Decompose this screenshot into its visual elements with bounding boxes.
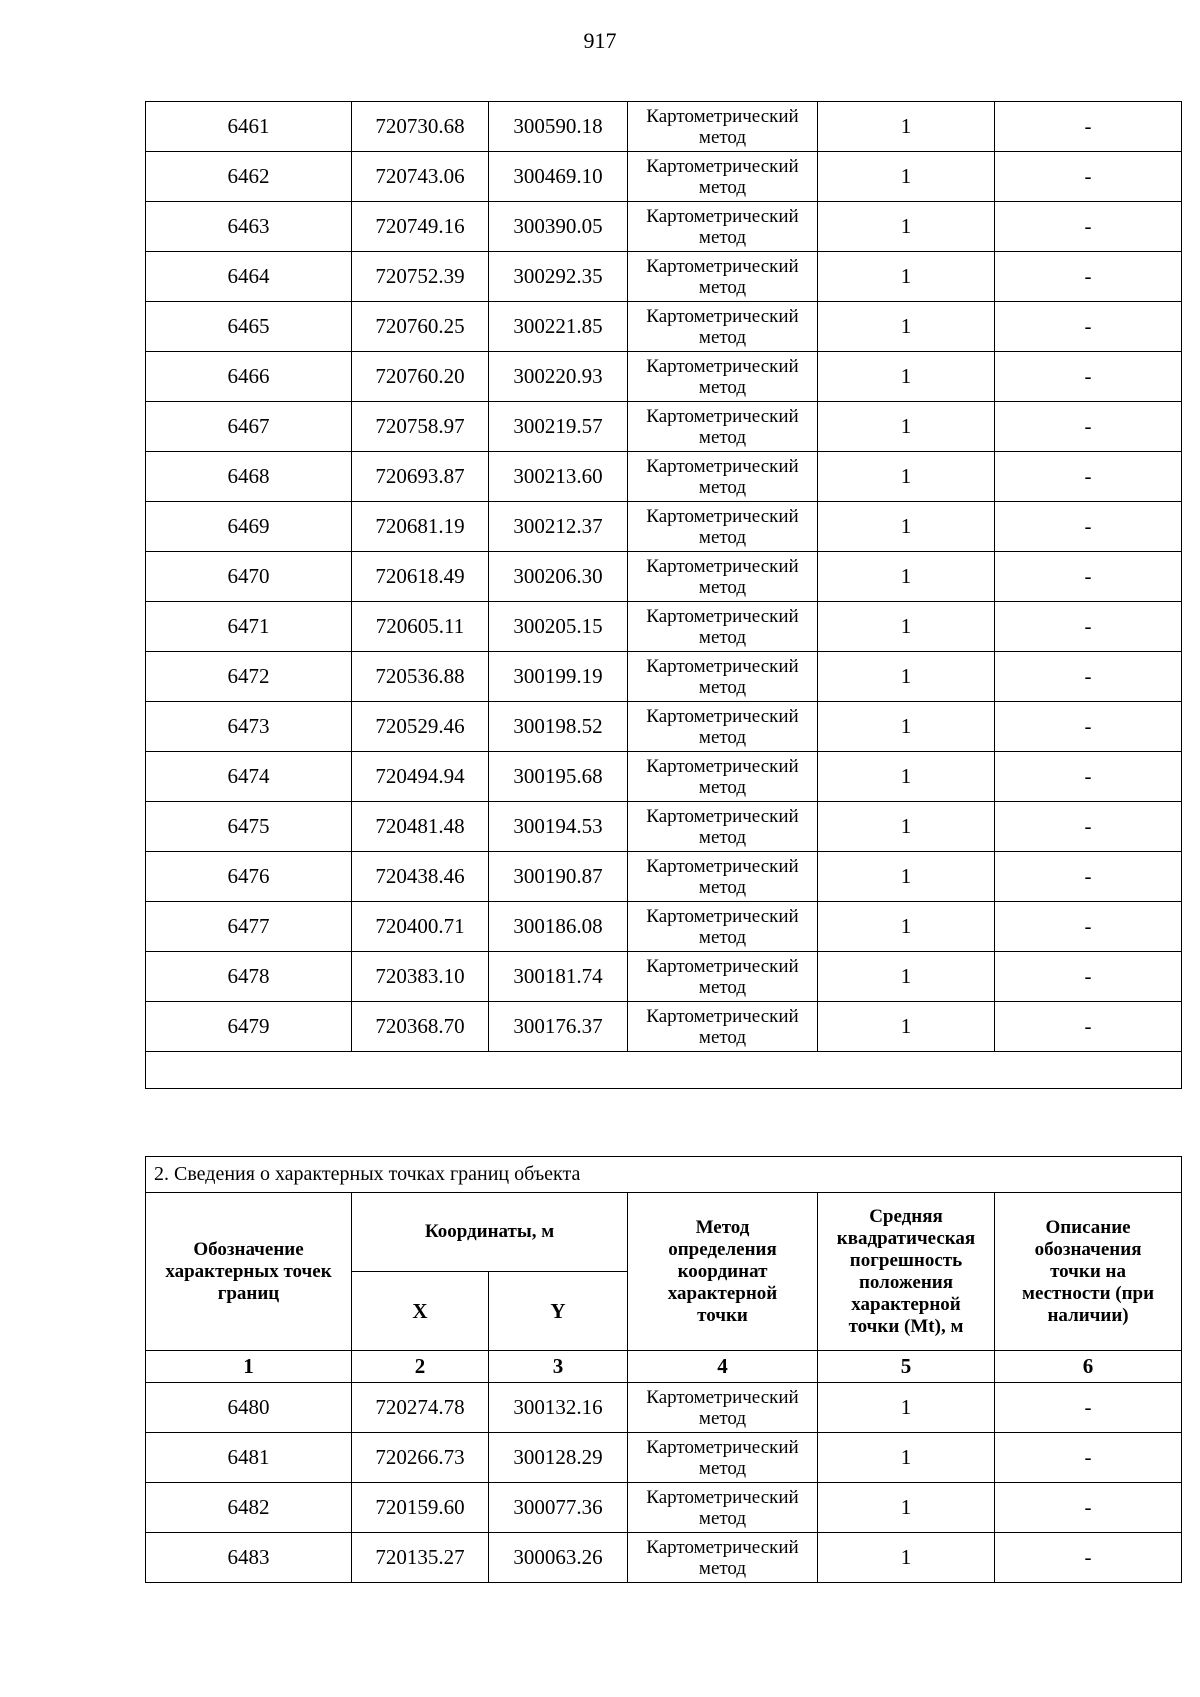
method-cell: [628, 952, 818, 1002]
header-accuracy-line: точки (Mt), м: [848, 1315, 964, 1337]
method-line: метод: [698, 1557, 747, 1579]
boundary-points-table: [145, 1156, 1182, 1583]
x-cell: 720760.25: [352, 302, 489, 352]
header-y: Y: [489, 1272, 628, 1351]
description-cell: -: [995, 602, 1182, 652]
y-cell: 300186.08: [489, 902, 628, 952]
accuracy-cell: 1: [818, 102, 995, 152]
y-cell: 300590.18: [489, 102, 628, 152]
method-line: Картометрический: [646, 605, 799, 627]
method-line: метод: [698, 676, 747, 698]
method-line: Картометрический: [646, 855, 799, 877]
description-cell: -: [995, 452, 1182, 502]
table-row: [146, 452, 1182, 502]
header-description-line: местности (при: [1022, 1282, 1155, 1304]
y-cell: 300469.10: [489, 152, 628, 202]
header-row: [146, 1193, 1182, 1272]
point-cell: 6478: [146, 952, 352, 1002]
method-line: метод: [698, 226, 747, 248]
x-cell: 720400.71: [352, 902, 489, 952]
description-cell: -: [995, 502, 1182, 552]
boundary-points-table-continued: [145, 101, 1182, 1089]
description-cell: -: [995, 952, 1182, 1002]
method-line: метод: [698, 126, 747, 148]
point-cell: 6474: [146, 752, 352, 802]
description-cell: -: [995, 302, 1182, 352]
point-cell: 6482: [146, 1483, 352, 1533]
description-cell: -: [995, 1002, 1182, 1052]
header-accuracy-line: Средняя: [869, 1205, 943, 1227]
y-cell: 300221.85: [489, 302, 628, 352]
method-line: Картометрический: [646, 305, 799, 327]
table-row: [146, 252, 1182, 302]
x-cell: 720383.10: [352, 952, 489, 1002]
description-cell: -: [995, 402, 1182, 452]
method-cell: [628, 152, 818, 202]
method-line: Картометрический: [646, 105, 799, 127]
method-line: Картометрический: [646, 1386, 799, 1408]
accuracy-cell: 1: [818, 1533, 995, 1583]
method-line: метод: [698, 826, 747, 848]
method-line: метод: [698, 976, 747, 998]
accuracy-cell: 1: [818, 352, 995, 402]
method-line: метод: [698, 926, 747, 948]
method-line: Картометрический: [646, 555, 799, 577]
header-accuracy: [818, 1193, 995, 1351]
table-row: [146, 552, 1182, 602]
method-line: метод: [698, 276, 747, 298]
point-cell: 6481: [146, 1433, 352, 1483]
method-cell: [628, 552, 818, 602]
description-cell: -: [995, 802, 1182, 852]
accuracy-cell: 1: [818, 952, 995, 1002]
point-cell: 6475: [146, 802, 352, 852]
point-cell: 6472: [146, 652, 352, 702]
description-cell: -: [995, 752, 1182, 802]
header-description-line: наличии): [1047, 1304, 1129, 1326]
method-line: метод: [698, 176, 747, 198]
point-cell: 6470: [146, 552, 352, 602]
column-number: 3: [489, 1351, 628, 1383]
method-line: Картометрический: [646, 705, 799, 727]
header-description-line: Описание: [1045, 1216, 1131, 1238]
point-cell: 6479: [146, 1002, 352, 1052]
method-cell: [628, 452, 818, 502]
description-cell: -: [995, 652, 1182, 702]
point-cell: 6461: [146, 102, 352, 152]
y-cell: 300063.26: [489, 1533, 628, 1583]
description-cell: -: [995, 202, 1182, 252]
method-line: метод: [698, 776, 747, 798]
x-cell: 720481.48: [352, 802, 489, 852]
method-line: Картометрический: [646, 1536, 799, 1558]
method-cell: [628, 252, 818, 302]
y-cell: 300198.52: [489, 702, 628, 752]
empty-row: [146, 1052, 1182, 1089]
y-cell: 300176.37: [489, 1002, 628, 1052]
header-accuracy-line: характерной: [851, 1293, 961, 1315]
y-cell: 300181.74: [489, 952, 628, 1002]
accuracy-cell: 1: [818, 752, 995, 802]
x-cell: 720730.68: [352, 102, 489, 152]
y-cell: 300190.87: [489, 852, 628, 902]
point-cell: 6462: [146, 152, 352, 202]
method-line: метод: [698, 426, 747, 448]
x-cell: 720368.70: [352, 1002, 489, 1052]
description-cell: -: [995, 552, 1182, 602]
method-cell: [628, 302, 818, 352]
point-cell: 6483: [146, 1533, 352, 1583]
section-title-row: [146, 1157, 1182, 1193]
point-cell: 6469: [146, 502, 352, 552]
header-description: [995, 1193, 1182, 1351]
column-number: 1: [146, 1351, 352, 1383]
y-cell: 300212.37: [489, 502, 628, 552]
accuracy-cell: 1: [818, 652, 995, 702]
description-cell: -: [995, 152, 1182, 202]
table-row: [146, 902, 1182, 952]
point-cell: 6477: [146, 902, 352, 952]
method-line: Картометрический: [646, 355, 799, 377]
point-cell: 6476: [146, 852, 352, 902]
accuracy-cell: 1: [818, 252, 995, 302]
method-cell: [628, 502, 818, 552]
header-point-designation-line: Обозначение: [193, 1238, 304, 1260]
accuracy-cell: 1: [818, 502, 995, 552]
y-cell: 300219.57: [489, 402, 628, 452]
x-cell: 720605.11: [352, 602, 489, 652]
method-line: метод: [698, 1026, 747, 1048]
table-row: [146, 602, 1182, 652]
method-line: метод: [698, 476, 747, 498]
y-cell: 300292.35: [489, 252, 628, 302]
x-cell: 720274.78: [352, 1383, 489, 1433]
accuracy-cell: 1: [818, 152, 995, 202]
y-cell: 300206.30: [489, 552, 628, 602]
y-cell: 300220.93: [489, 352, 628, 402]
table-row: [146, 652, 1182, 702]
method-line: метод: [698, 1457, 747, 1479]
x-cell: 720743.06: [352, 152, 489, 202]
x-cell: 720618.49: [352, 552, 489, 602]
method-cell: [628, 202, 818, 252]
accuracy-cell: 1: [818, 852, 995, 902]
method-cell: [628, 652, 818, 702]
method-line: Картометрический: [646, 205, 799, 227]
accuracy-cell: 1: [818, 602, 995, 652]
y-cell: 300390.05: [489, 202, 628, 252]
method-line: Картометрический: [646, 455, 799, 477]
point-cell: 6463: [146, 202, 352, 252]
point-cell: 6464: [146, 252, 352, 302]
method-cell: [628, 102, 818, 152]
header-point-designation-line: границ: [217, 1282, 280, 1304]
x-cell: 720159.60: [352, 1483, 489, 1533]
empty-cell: [146, 1052, 1182, 1089]
table-row: [146, 152, 1182, 202]
x-cell: 720749.16: [352, 202, 489, 252]
accuracy-cell: 1: [818, 1433, 995, 1483]
method-line: Картометрический: [646, 1486, 799, 1508]
section-title: 2. Сведения о характерных точках границ объекта: [146, 1157, 1182, 1193]
x-cell: 720266.73: [352, 1433, 489, 1483]
header-accuracy-line: погрешность: [849, 1249, 963, 1271]
point-cell: 6480: [146, 1383, 352, 1433]
accuracy-cell: 1: [818, 1483, 995, 1533]
table-row: [146, 702, 1182, 752]
method-cell: [628, 702, 818, 752]
description-cell: -: [995, 352, 1182, 402]
accuracy-cell: 1: [818, 202, 995, 252]
y-cell: 300199.19: [489, 652, 628, 702]
column-numbers-row: [146, 1351, 1182, 1383]
method-line: метод: [698, 576, 747, 598]
description-cell: -: [995, 102, 1182, 152]
x-cell: 720494.94: [352, 752, 489, 802]
x-cell: 720760.20: [352, 352, 489, 402]
accuracy-cell: 1: [818, 452, 995, 502]
accuracy-cell: 1: [818, 302, 995, 352]
point-cell: 6466: [146, 352, 352, 402]
method-line: Картометрический: [646, 1005, 799, 1027]
page-number: 917: [583, 28, 617, 53]
method-line: Картометрический: [646, 905, 799, 927]
point-cell: 6468: [146, 452, 352, 502]
x-cell: 720536.88: [352, 652, 489, 702]
method-line: Картометрический: [646, 655, 799, 677]
header-point-designation: [146, 1193, 352, 1351]
x-cell: 720135.27: [352, 1533, 489, 1583]
point-cell: 6467: [146, 402, 352, 452]
method-line: Картометрический: [646, 805, 799, 827]
method-line: Картометрический: [646, 1436, 799, 1458]
table-row: [146, 402, 1182, 452]
method-cell: [628, 402, 818, 452]
method-line: метод: [698, 726, 747, 748]
method-cell: [628, 602, 818, 652]
header-accuracy-line: положения: [858, 1271, 954, 1293]
table-row: [146, 302, 1182, 352]
y-cell: 300194.53: [489, 802, 628, 852]
x-cell: 720438.46: [352, 852, 489, 902]
header-point-designation-line: характерных точек: [165, 1260, 332, 1282]
method-line: метод: [698, 526, 747, 548]
method-cell: [628, 1483, 818, 1533]
x-cell: 720529.46: [352, 702, 489, 752]
method-line: Картометрический: [646, 405, 799, 427]
accuracy-cell: 1: [818, 1002, 995, 1052]
method-cell: [628, 852, 818, 902]
method-cell: [628, 752, 818, 802]
header-x: X: [352, 1272, 489, 1351]
method-cell: [628, 1383, 818, 1433]
y-cell: 300132.16: [489, 1383, 628, 1433]
accuracy-cell: 1: [818, 552, 995, 602]
method-line: метод: [698, 1407, 747, 1429]
table-row: [146, 1383, 1182, 1433]
header-method: [628, 1193, 818, 1351]
point-cell: 6473: [146, 702, 352, 752]
description-cell: -: [995, 702, 1182, 752]
column-number: 6: [995, 1351, 1182, 1383]
description-cell: -: [995, 252, 1182, 302]
table-row: [146, 752, 1182, 802]
header-description-line: точки на: [1050, 1260, 1126, 1282]
y-cell: 300213.60: [489, 452, 628, 502]
table-row: [146, 1002, 1182, 1052]
accuracy-cell: 1: [818, 1383, 995, 1433]
table-row: [146, 1483, 1182, 1533]
header-method-line: характерной: [667, 1282, 778, 1304]
header-accuracy-line: квадратическая: [836, 1227, 976, 1249]
method-line: Картометрический: [646, 755, 799, 777]
description-cell: -: [995, 1483, 1182, 1533]
x-cell: 720693.87: [352, 452, 489, 502]
column-number: 5: [818, 1351, 995, 1383]
table-row: [146, 1433, 1182, 1483]
method-cell: [628, 802, 818, 852]
header-method-line: определения: [668, 1238, 777, 1260]
description-cell: -: [995, 1433, 1182, 1483]
x-cell: 720758.97: [352, 402, 489, 452]
header-coordinates: Координаты, м: [352, 1193, 628, 1272]
y-cell: 300077.36: [489, 1483, 628, 1533]
method-cell: [628, 352, 818, 402]
description-cell: -: [995, 852, 1182, 902]
table-row: [146, 352, 1182, 402]
method-line: Картометрический: [646, 255, 799, 277]
accuracy-cell: 1: [818, 902, 995, 952]
point-cell: 6465: [146, 302, 352, 352]
header-method-line: точки: [697, 1304, 748, 1326]
header-method-line: координат: [677, 1260, 768, 1282]
y-cell: 300128.29: [489, 1433, 628, 1483]
header-description-line: обозначения: [1034, 1238, 1142, 1260]
method-line: Картометрический: [646, 505, 799, 527]
table-row: [146, 202, 1182, 252]
table-row: [146, 852, 1182, 902]
x-cell: 720752.39: [352, 252, 489, 302]
accuracy-cell: 1: [818, 402, 995, 452]
method-line: Картометрический: [646, 955, 799, 977]
method-line: метод: [698, 876, 747, 898]
description-cell: -: [995, 902, 1182, 952]
method-line: Картометрический: [646, 155, 799, 177]
table-row: [146, 1533, 1182, 1583]
description-cell: -: [995, 1383, 1182, 1433]
method-line: метод: [698, 1507, 747, 1529]
description-cell: -: [995, 1533, 1182, 1583]
method-cell: [628, 1533, 818, 1583]
table-row: [146, 952, 1182, 1002]
y-cell: 300195.68: [489, 752, 628, 802]
method-cell: [628, 1433, 818, 1483]
method-line: метод: [698, 626, 747, 648]
x-cell: 720681.19: [352, 502, 489, 552]
table-row: [146, 102, 1182, 152]
accuracy-cell: 1: [818, 702, 995, 752]
column-number: 2: [352, 1351, 489, 1383]
method-line: метод: [698, 326, 747, 348]
method-line: метод: [698, 376, 747, 398]
table-row: [146, 802, 1182, 852]
table-row: [146, 502, 1182, 552]
header-method-line: Метод: [695, 1216, 750, 1238]
y-cell: 300205.15: [489, 602, 628, 652]
method-cell: [628, 1002, 818, 1052]
column-number: 4: [628, 1351, 818, 1383]
method-cell: [628, 902, 818, 952]
accuracy-cell: 1: [818, 802, 995, 852]
point-cell: 6471: [146, 602, 352, 652]
